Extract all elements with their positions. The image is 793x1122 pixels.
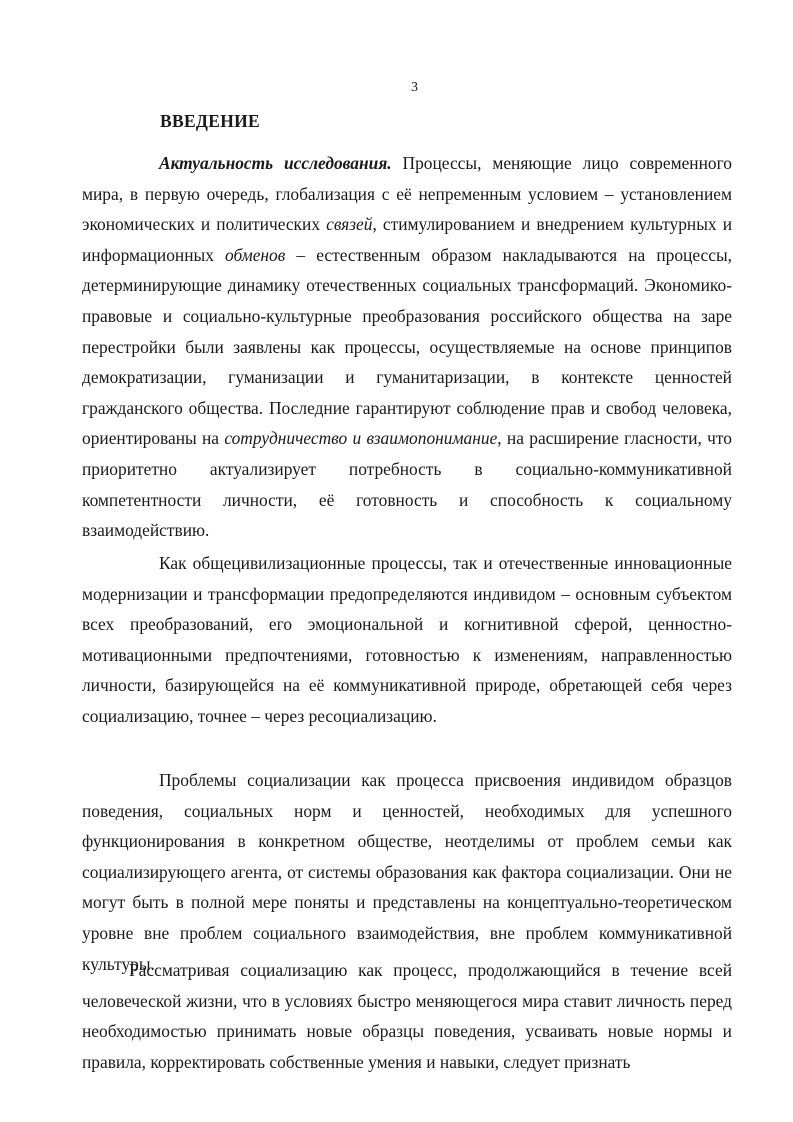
emphasis-text: сотрудничество и взаимопонимание xyxy=(224,428,498,449)
paragraph-text: , стимулированием и внедрением культурных и информационных xyxy=(82,214,732,265)
paragraph-text: Процессы, меняющие лицо современного мира, в первую очередь, глобализация с её непременным условием – установлением экономических и политических xyxy=(82,153,733,235)
paragraph-relevance xyxy=(82,148,732,546)
paragraph-text: естественным образом накладываются на процессы, детерминирующие динамику отечественных социальных трансформаций. Экономико-правовые и социально-культурные преобразования российского общества на заре перестройки были заявлены как процессы, осуществляемые на основе принципов демократизации, гуманизации и гуманитаризации, в контексте ценностей гражданского общества. Последние гарантируют соблюдение прав и свобод человека, ориентированы на xyxy=(82,244,732,449)
paragraph-text: Как общецивилизационные процессы, так и отечественные инновационные модернизации и трансформации предопределяются индивидом – основным субъектом всех преобразований, его эмоциональной и когнитивной сферой, ценностно-мотивационными предпочтениями, готовностью к изменениям, направленностью личности, базирующейся на её коммуникативной природе, обретающей себя через социализацию, точнее – через ресоциализацию. xyxy=(82,553,732,726)
paragraph-socialization-process xyxy=(82,955,732,1077)
paragraph-processes xyxy=(82,548,732,732)
page-number: 3 xyxy=(411,80,418,95)
emphasis-text: обменов – xyxy=(225,244,306,265)
paragraph-text: Проблемы социализации как процесса присвоения индивидом образцов поведения, социальных норм и ценностей, необходимых для успешного функционирования в конкретном обществе, неотделимы от проблем семьи как социализирующего агента, от системы образования как фактора социализации. Они не могут быть в полной мере поняты и представлены на концептуально-теоретическом уровне вне проблем социального взаимодействия, вне проблем коммуникативной культуры. xyxy=(82,770,732,974)
paragraph-text: , на расширение гласности, что приоритетно актуализирует потребность в социально-коммуникативной компетентности личности, её готовность и способность к социальному взаимодействию. xyxy=(82,428,732,541)
emphasis-text: связей xyxy=(326,214,373,235)
paragraph-socialization-problems xyxy=(82,765,732,979)
paragraph-lead: Актуальность исследования. xyxy=(159,153,392,173)
section-heading: ВВЕДЕНИЕ xyxy=(160,111,261,131)
paragraph-text: Рассматривая социализацию как процесс, продолжающийся в течение всей человеческой жизни, что в условиях быстро меняющегося мира ставит личность перед необходимостью принимать новые образцы поведения, усваивать новые нормы и правила, корректировать собственные умения и навыки, следует признать xyxy=(82,960,732,1072)
